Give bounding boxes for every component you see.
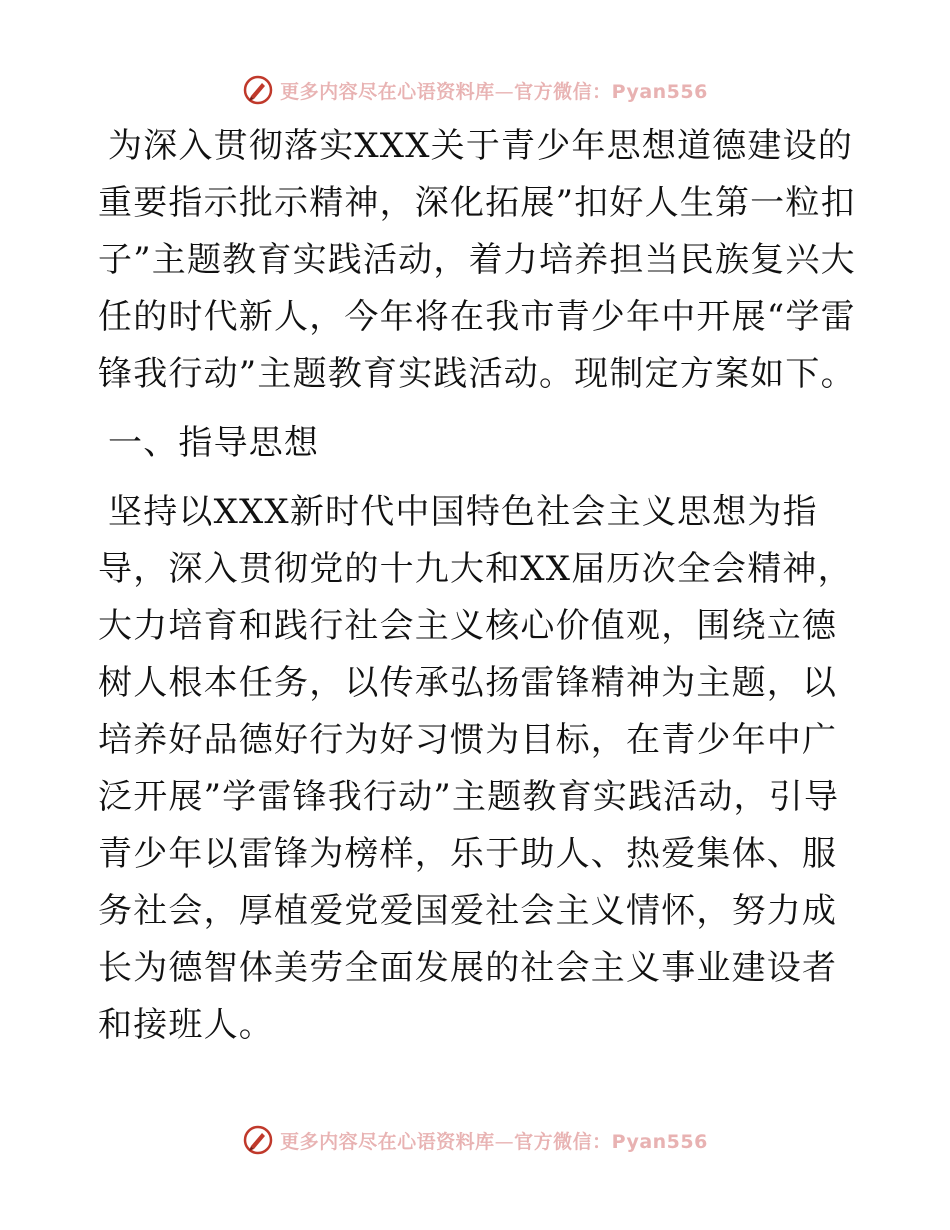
- pen-logo-icon: [242, 1124, 274, 1156]
- watermark-wechat-id: Pyan556: [611, 80, 708, 103]
- watermark-wechat-label: 官方微信：: [514, 1130, 612, 1153]
- footer-watermark: [0, 1120, 950, 1160]
- watermark-dash: —: [494, 1130, 515, 1153]
- watermark-title: 更多内容尽在心语资料库: [280, 80, 495, 103]
- intro-paragraph: 为深入贯彻落实XXX关于青少年思想道德建设的重要指示批示精神，深化拓展”扣好人生第一粒扣子”主题教育实践活动，着力培养担当民族复兴大任的时代新人，今年将在我市青少年中开展“学雷锋我行动”主题教育实践活动。现制定方案如下。: [98, 126, 856, 394]
- pen-logo-icon: [242, 74, 274, 106]
- watermark-dash: —: [494, 80, 515, 103]
- watermark-text: [280, 1127, 708, 1154]
- document-body: [98, 118, 858, 1054]
- watermark-wechat-label: 官方微信：: [514, 80, 612, 103]
- header-watermark: [0, 70, 950, 110]
- watermark-wechat-id: Pyan556: [611, 1130, 708, 1153]
- watermark-title: 更多内容尽在心语资料库: [280, 1130, 495, 1153]
- section-paragraph: 坚持以XXX新时代中国特色社会主义思想为指导，深入贯彻党的十九大和XX届历次全会精神，大力培育和践行社会主义核心价值观，围绕立德树人根本任务，以传承弘扬雷锋精神为主题，以培养好品德好行为好习惯为目标，在青少年中广泛开展”学雷锋我行动”主题教育实践活动，引导青少年以雷锋为榜样，乐于助人、热爱集体、服务社会，厚植爱党爱国爱社会主义情怀，努力成长为德智体美劳全面发展的社会主义事业建设者和接班人。: [98, 492, 853, 1045]
- section-heading: 一、指导思想: [108, 423, 320, 463]
- watermark-text: [280, 77, 708, 104]
